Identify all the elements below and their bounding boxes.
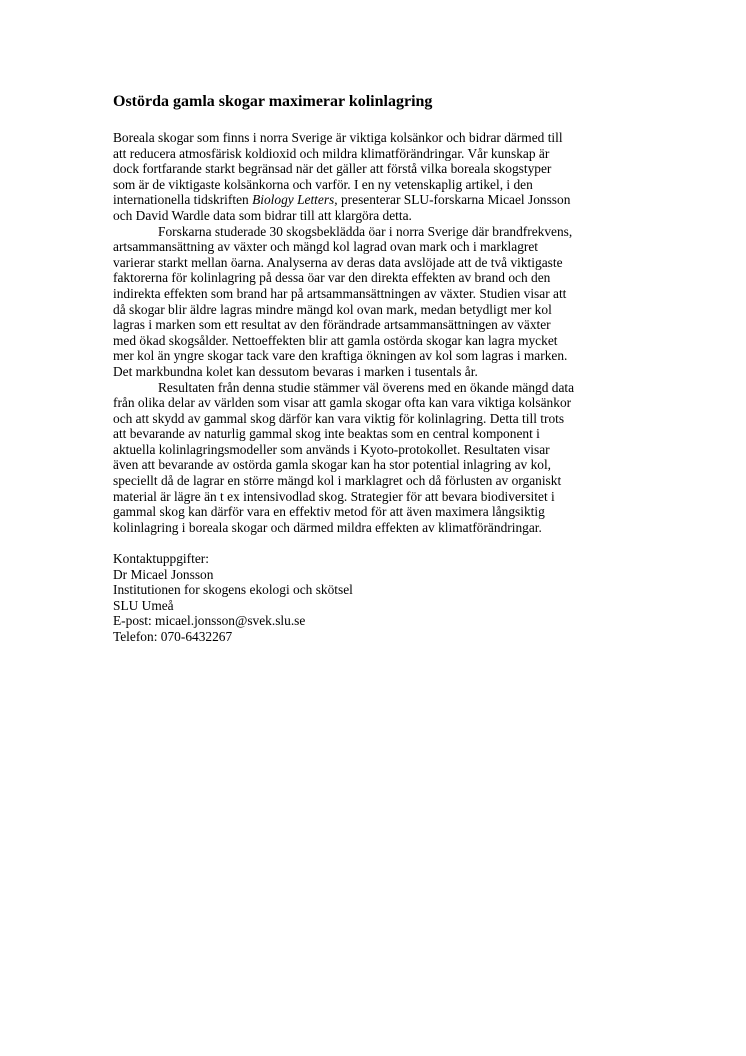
text-line: speciellt då de lagrar en större mängd kol i marklagret och då förlusten av organiskt [113,473,562,489]
contact-phone: Telefon: 070-6432267 [113,629,233,644]
contact-block [113,551,643,645]
text-line: Forskarna studerade 30 skogsbeklädda öar i norra Sverige där brandfrekvens, [158,223,573,239]
text-line: från olika delar av världen som visar att gamla skogar ofta kan vara viktiga kolsänkor [113,395,572,411]
text-line: mer kol än yngre skogar tack vare den kraftiga ökningen av kol som lagras i marken. [113,348,568,364]
text-line: faktorerna för kolinlagring på dessa öar var den direkta effekten av brand och den [113,270,551,286]
text-line: gammal skog kan därför vara en effektiv metod för att även maximera långsiktig [113,504,545,520]
text-line-journal [113,192,643,208]
text-line: artsammansättning av växter och mängd kol lagrad ovan mark och i marklagret [113,239,539,255]
text-line: även att bevarande av ostörda gamla skogar kan ha stor potential inlagring av kol, [113,457,552,473]
contact-department: Institutionen for skogens ekologi och skötsel [113,582,353,598]
paragraph-1 [113,130,643,224]
text-line: då skogar blir äldre lagras mindre mängd kol ovan mark, medan betydligt mer kol [113,301,552,317]
text-line: dock fortfarande starkt begränsad när det gäller att förstå vilka boreala skogstyper [113,161,552,177]
journal-name: Biology Letters [252,192,335,208]
contact-heading: Kontaktuppgifter: [113,551,209,567]
contact-name: Dr Micael Jonsson [113,566,214,582]
text-line: Boreala skogar som finns i norra Sverige är viktiga kolsänkor och bidrar därmed till [113,130,563,145]
text-line: som är de viktigaste kolsänkorna och varför. I en ny vetenskaplig artikel, i den [113,176,533,192]
document-page [113,92,643,645]
article-body [113,130,643,645]
paragraph-2 [113,224,643,380]
text-before-journal: internationella tidskriften [113,192,253,208]
text-line: material är lägre än t ex intensivodlad skog. Strategier för att bevara biodiversitet i [113,488,555,504]
text-line: och att skydd av gammal skog därför kan vara viktig för kolinlagring. Detta till trots [113,410,565,426]
text-after-journal: , presenterar SLU-forskarna Micael Jonsson [334,192,571,208]
contact-location: SLU Umeå [113,597,174,613]
text-line: och David Wardle data som bidrar till att klargöra detta. [113,207,412,223]
paragraph-spacer [113,535,643,551]
text-line: Resultaten från denna studie stämmer väl överens med en ökande mängd data [158,379,575,395]
text-line: varierar starkt mellan öarna. Analyserna av deras data avslöjade att de två viktigaste [113,254,563,270]
text-line: att reducera atmosfärisk koldioxid och mildra klimatförändringar. Vår kunskap är [113,145,550,161]
text-line: Det markbundna kolet kan dessutom bevaras i marken i tusentals år. [113,363,478,379]
contact-email: E-post: micael.jonsson@svek.slu.se [113,613,306,629]
text-line: att bevarande av naturlig gammal skog inte beaktas som en central komponent i [113,426,540,442]
paragraph-3 [113,380,643,536]
text-line: kolinlagring i boreala skogar och därmed mildra effekten av klimatförändringar. [113,519,542,535]
document-title: Ostörda gamla skogar maximerar kolinlagring [113,93,433,110]
text-line: indirekta effekten som brand har på artsammansättningen av växter. Studien visar att [113,285,567,301]
text-line: lagras i marken som ett resultat av den förändrade artsammansättningen av växter [113,317,551,333]
text-line: med ökad skogsålder. Nettoeffekten blir att gamla ostörda skogar kan lagra mycket [113,332,558,348]
text-line: aktuella kolinlagringsmodeller som används i Kyoto-protokollet. Resultaten visar [113,441,550,457]
